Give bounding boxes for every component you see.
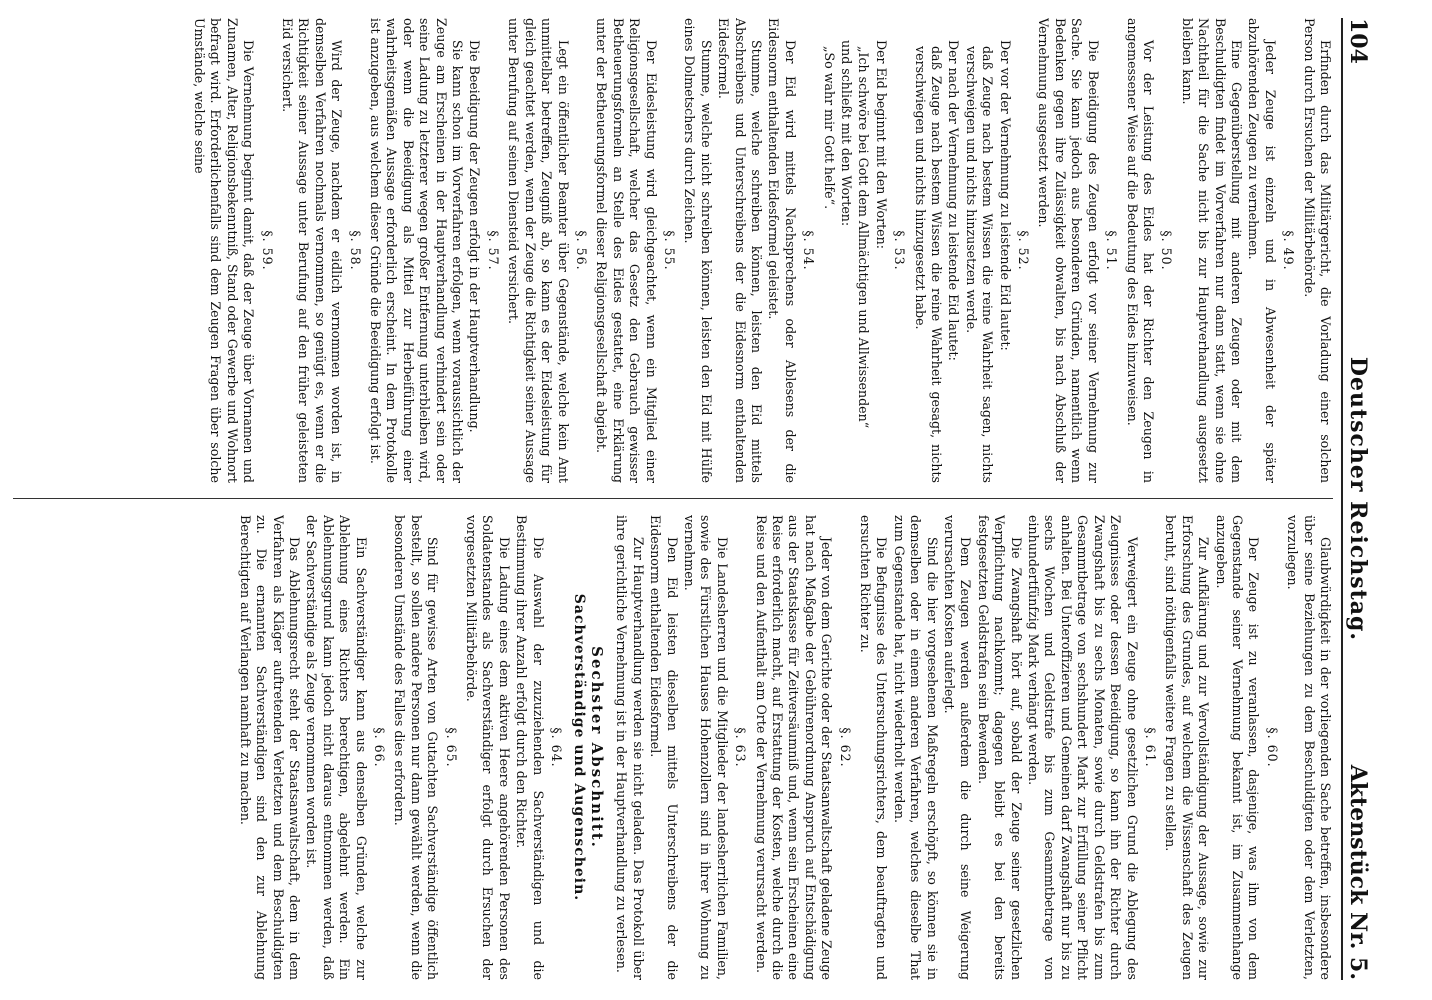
paragraph: Der Eidesleistung wird gleichgeachtet, wenn ein Mitglied einer Religionsgesellschaft, welcher das Gesetz den Gebrauch gewisser Betheuerungsformeln an Stelle des Eides gestattet, eine Erklärung unter der Betheuerungsformel dieser Religionsgesellschaft abgiebt.: [594, 18, 659, 483]
section-number: §. 63.: [733, 727, 749, 768]
section-number: §. 64.: [549, 727, 565, 768]
paragraph: Der Eid beginnt mit den Worten:: [873, 40, 889, 249]
section-number: §. 66.: [372, 727, 388, 768]
paragraph: Das Ablehnungsrecht steht der Staatsanwaltschaft, dem in dem Verfahren als Kläger auftretenden Verletzten und dem Beschuldigten zu. Die ernannten Sachverständigen sind den zur Ablehnung Berechtigten auf Verlangen namhaft zu machen.: [237, 515, 303, 980]
paragraph: Die Auswahl der zuzuziehenden Sachverständigen und die Bestimmung ihrer Anzahl erfolgt durch den Richter.: [514, 515, 546, 980]
paragraph: Der nach der Vernehmung zu leistende Eid lautet:: [946, 40, 962, 361]
paragraph: Die Befugnisse des Untersuchungsrichters, dem beauftragten und ersuchten Richter zu.: [858, 515, 890, 980]
paragraph: Stumme, welche nicht schreiben können, leisten den Eid mit Hülfe eines Dolmetschers durch Zeichen.: [682, 18, 714, 483]
paragraph: Der Eid wird mittels Nachsprechens oder Ablesens der die Eidesnorm enthaltenden Eidesformel geleistet.: [766, 18, 798, 483]
section-number: §. 53.: [892, 230, 908, 271]
paragraph: und schließt mit den Worten:: [839, 40, 855, 227]
section-number: §. 65.: [443, 727, 459, 768]
paragraph: Dem Zeugen werden außerdem die durch seine Weigerung verursachten Kosten auferlegt.: [942, 515, 974, 980]
paragraph: Glaubwürdigkeit in der vorliegenden Sache betreffen, insbesondere über seine Beziehungen zu dem Beschuldigten oder dem Verletzten, vorzulegen.: [1285, 515, 1333, 980]
left-column: [13, 18, 1333, 483]
right-column: [13, 515, 1333, 980]
paragraph: Sind für gewisse Arten von Gutachten Sachverständige öffentlich bestellt, so sollen andere Personen nur dann gewählt werden, wenn die besonderen Umstände des Falles dies erfordern.: [392, 515, 441, 980]
section-number: §. 60.: [1264, 727, 1280, 768]
paragraph: Den Eid leisten dieselben mittels Unterschreibens der die Eidesnorm enthaltenden Eidesformel.: [648, 515, 680, 980]
page-title: Deutscher Reichstag.: [1345, 356, 1371, 642]
section-number: §. 62.: [837, 727, 853, 768]
section-number: §. 55.: [661, 230, 677, 271]
section-number: §. 57.: [485, 230, 501, 271]
paragraph: Sind die hier vorgesehenen Maßregeln erschöpft, so können sie in demselben oder in einem anderen Verfahren, welches dieselbe That zum Gegenstande hat, nicht wiederholt werden.: [891, 515, 940, 980]
page-header: [1341, 18, 1377, 980]
paragraph: Ein Sachverständiger kann aus denselben Gründen, welche zur Ablehnung eines Richters berechtigen, abgelehnt werden. Ein Ablehnungsgrund kann jedoch nicht daraus entnommen werden, daß der Sachverständige als Zeuge vernommen worden ist.: [304, 515, 369, 980]
section-heading: Sechster Abschnitt.: [587, 646, 606, 849]
paragraph: Vor der Leistung des Eides hat der Richter den Zeugen in angemessener Weise auf die Bedeutung des Eides hinzuweisen.: [1124, 18, 1156, 483]
paragraph: Erfinden durch das Militärgericht, die Vorladung einer solchen Person durch Ersuchen der Militärbehörde.: [1301, 18, 1333, 483]
paragraph: Stumme, welche schreiben können, leisten den Eid mittels Abschreibens und Unterschreibens der die Eidesnorm enthaltenden Eidesformel.: [716, 18, 764, 483]
section-subheading: Sachverständige und Augenschein.: [570, 593, 587, 902]
section-number: §. 50.: [1159, 230, 1175, 271]
oath-formula: „Ich schwöre bei Gott dem Allmächtigen und Allwissenden“: [856, 46, 872, 429]
paragraph: Jeder von dem Gerichte oder der Staatsanwaltschaft geladene Zeuge hat nach Maßgabe der Gebührenordnung Anspruch auf Entschädigung aus der Staatskasse für Zeitversäumniß und, wenn sein Erscheinen eine Reise erforderlich macht, auf Erstattung der Kosten, welche durch die Reise und den Aufenthalt am Orte der Vernehmung verursacht werden.: [753, 515, 835, 980]
section-number: §. 58.: [347, 230, 363, 271]
oath-formula: „So wahr mir Gott helfe“.: [821, 46, 837, 210]
paragraph: Die Ladung eines dem aktiven Heere angehörenden Personen des Soldatenstandes als Sachverständiger erfolgt durch Ersuchen der vorgesetzten Militärbehörde.: [464, 515, 512, 980]
column-divider: [13, 498, 1333, 499]
paragraph: Die Beeidigung des Zeugen erfolgt vor seiner Vernehmung zur Sache. Sie kann jedoch aus besonderen Gründen, namentlich wenn Bedenken gegen ihre Zulässigkeit obwalten, bis nach Abschluß der Vernehmung ausgesetzt werden.: [1036, 18, 1101, 483]
section-number: §. 54.: [801, 230, 817, 271]
paragraph: Zur Aufklärung und zur Vervollständigung der Aussage, sowie zur Erforschung des Grundes, auf welchem die Wissenschaft des Zeugen beruht, sind nöthigenfalls weitere Fragen zu stellen.: [1163, 515, 1212, 980]
section-number: §. 52.: [1016, 230, 1032, 271]
paragraph: Wird der Zeuge, nachdem er eidlich vernommen worden ist, in demselben Verfahren nochmals vernommen, so genügt es, wenn er die Richtigkeit seiner Aussage unter Berufung auf den früher geleisteten Eid versichert.: [280, 18, 345, 483]
paragraph: Der vor der Vernehmung zu leistende Eid lautet:: [997, 40, 1013, 351]
section-number: §. 56.: [573, 230, 589, 271]
paragraph: Eine Gegenüberstellung mit anderen Zeugen oder mit dem Beschuldigten findet im Vorverfahren nur dann statt, wenn sie ohne Nachtheil für die Sache nicht bis zur Hauptverhandlung ausgesetzt bleiben kann.: [1179, 18, 1244, 483]
paragraph: Die Vernehmung beginnt damit, daß der Zeuge über Vornamen und Zunamen, Alter, Religionsbekenntniß, Stand oder Gewerbe und Wohnort befragt wird. Erforderlichenfalls sind dem Zeugen Fragen über solche Umstände, welche seine: [192, 18, 257, 483]
section-number: §. 51.: [1104, 230, 1120, 271]
paragraph: Die Beeidigung der Zeugen erfolgt in der Hauptverhandlung.: [467, 40, 483, 433]
paragraph: Legt ein öffentlicher Beamter über Gegenstände, welche kein Amt unmittelbar betreffen, Zeugniß ab, so kann es der Eidesleistung für gleich geachtet werden, wenn der Zeuge die Richtigkeit seiner Aussage unter Berufung auf seinen Diensteid versichert.: [506, 18, 571, 483]
section-number: §. 61.: [1142, 727, 1158, 768]
paragraph: Die Landesherren und die Mitglieder der landesherrlichen Familien, sowie des Fürstlichen Hauses Hohenzollern sind in ihrer Wohnung zu vernehmen.: [681, 515, 730, 980]
paragraph: Zur Hauptverhandlung werden sie nicht geladen. Das Protokoll über ihre gerichtliche Vernehmung ist in der Hauptverhandlung zu verlesen.: [614, 515, 646, 980]
oath-formula: daß Zeuge nach bestem Wissen die reine Wahrheit gesagt, nichts verschwiegen und nichts hinzugesetzt habe.: [912, 46, 945, 483]
page-number: 104: [1345, 18, 1371, 64]
paragraph: Der Zeuge ist zu veranlassen, dasjenige, was ihm von dem Gegenstande seiner Vernehmung bekannt ist, im Zusammenhange anzugeben.: [1213, 515, 1262, 980]
document-number: Aktenstück Nr. 5.: [1345, 764, 1371, 980]
section-number: §. 49.: [1281, 230, 1297, 271]
paragraph: Die Zwangshaft hört auf, sobald der Zeuge seiner gesetzlichen Verpflichtung nachkommt; dagegen bleibt es bei den bereits festgesetzten Geldstrafen sein Bewenden.: [975, 515, 1024, 980]
paragraph: Verweigert ein Zeuge ohne gesetzlichen Grund die Ablegung des Zeugnisses oder dessen Beeidigung, so kann ihn der Richter durch Zwangshaft bis zu sechs Monaten, sowie durch Geldstrafen bis zum Gesammtbetrage von sechshundert Mark zur Erfüllung seiner Pflicht anhalten. Bei Unteroffizieren und Gemeinen darf Zwangshaft nur bis zu sechs Wochen und Geldstrafe bis zum Gesammtbetrage von einhundertfünfzig Mark verhängt werden.: [1026, 515, 1140, 980]
paragraph: Sie kann schon im Vorverfahren erfolgen, wenn voraussichtlich der Zeuge am Erscheinen in der Hauptverhandlung verhindert sein oder seine Ladung zu letzterer wegen großer Entfernung unterbleiben wird, oder wenn die Beeidigung als Mittel zur Herbeiführung einer wahrheitsgemäßen Aussage erforderlich erscheint. In dem Protokolle ist anzugeben, aus welchem dieser Gründe die Beeidigung erfolgt ist.: [368, 18, 466, 483]
section-number: §. 59.: [259, 230, 275, 271]
paragraph: Jeder Zeuge ist einzeln und in Abwesenheit der später abzuhörenden Zeugen zu vernehmen.: [1246, 18, 1278, 483]
oath-formula: daß Zeuge nach bestem Wissen die reine Wahrheit sagen, nichts verschweigen und nichts hinzusetzen werde.: [963, 46, 996, 483]
